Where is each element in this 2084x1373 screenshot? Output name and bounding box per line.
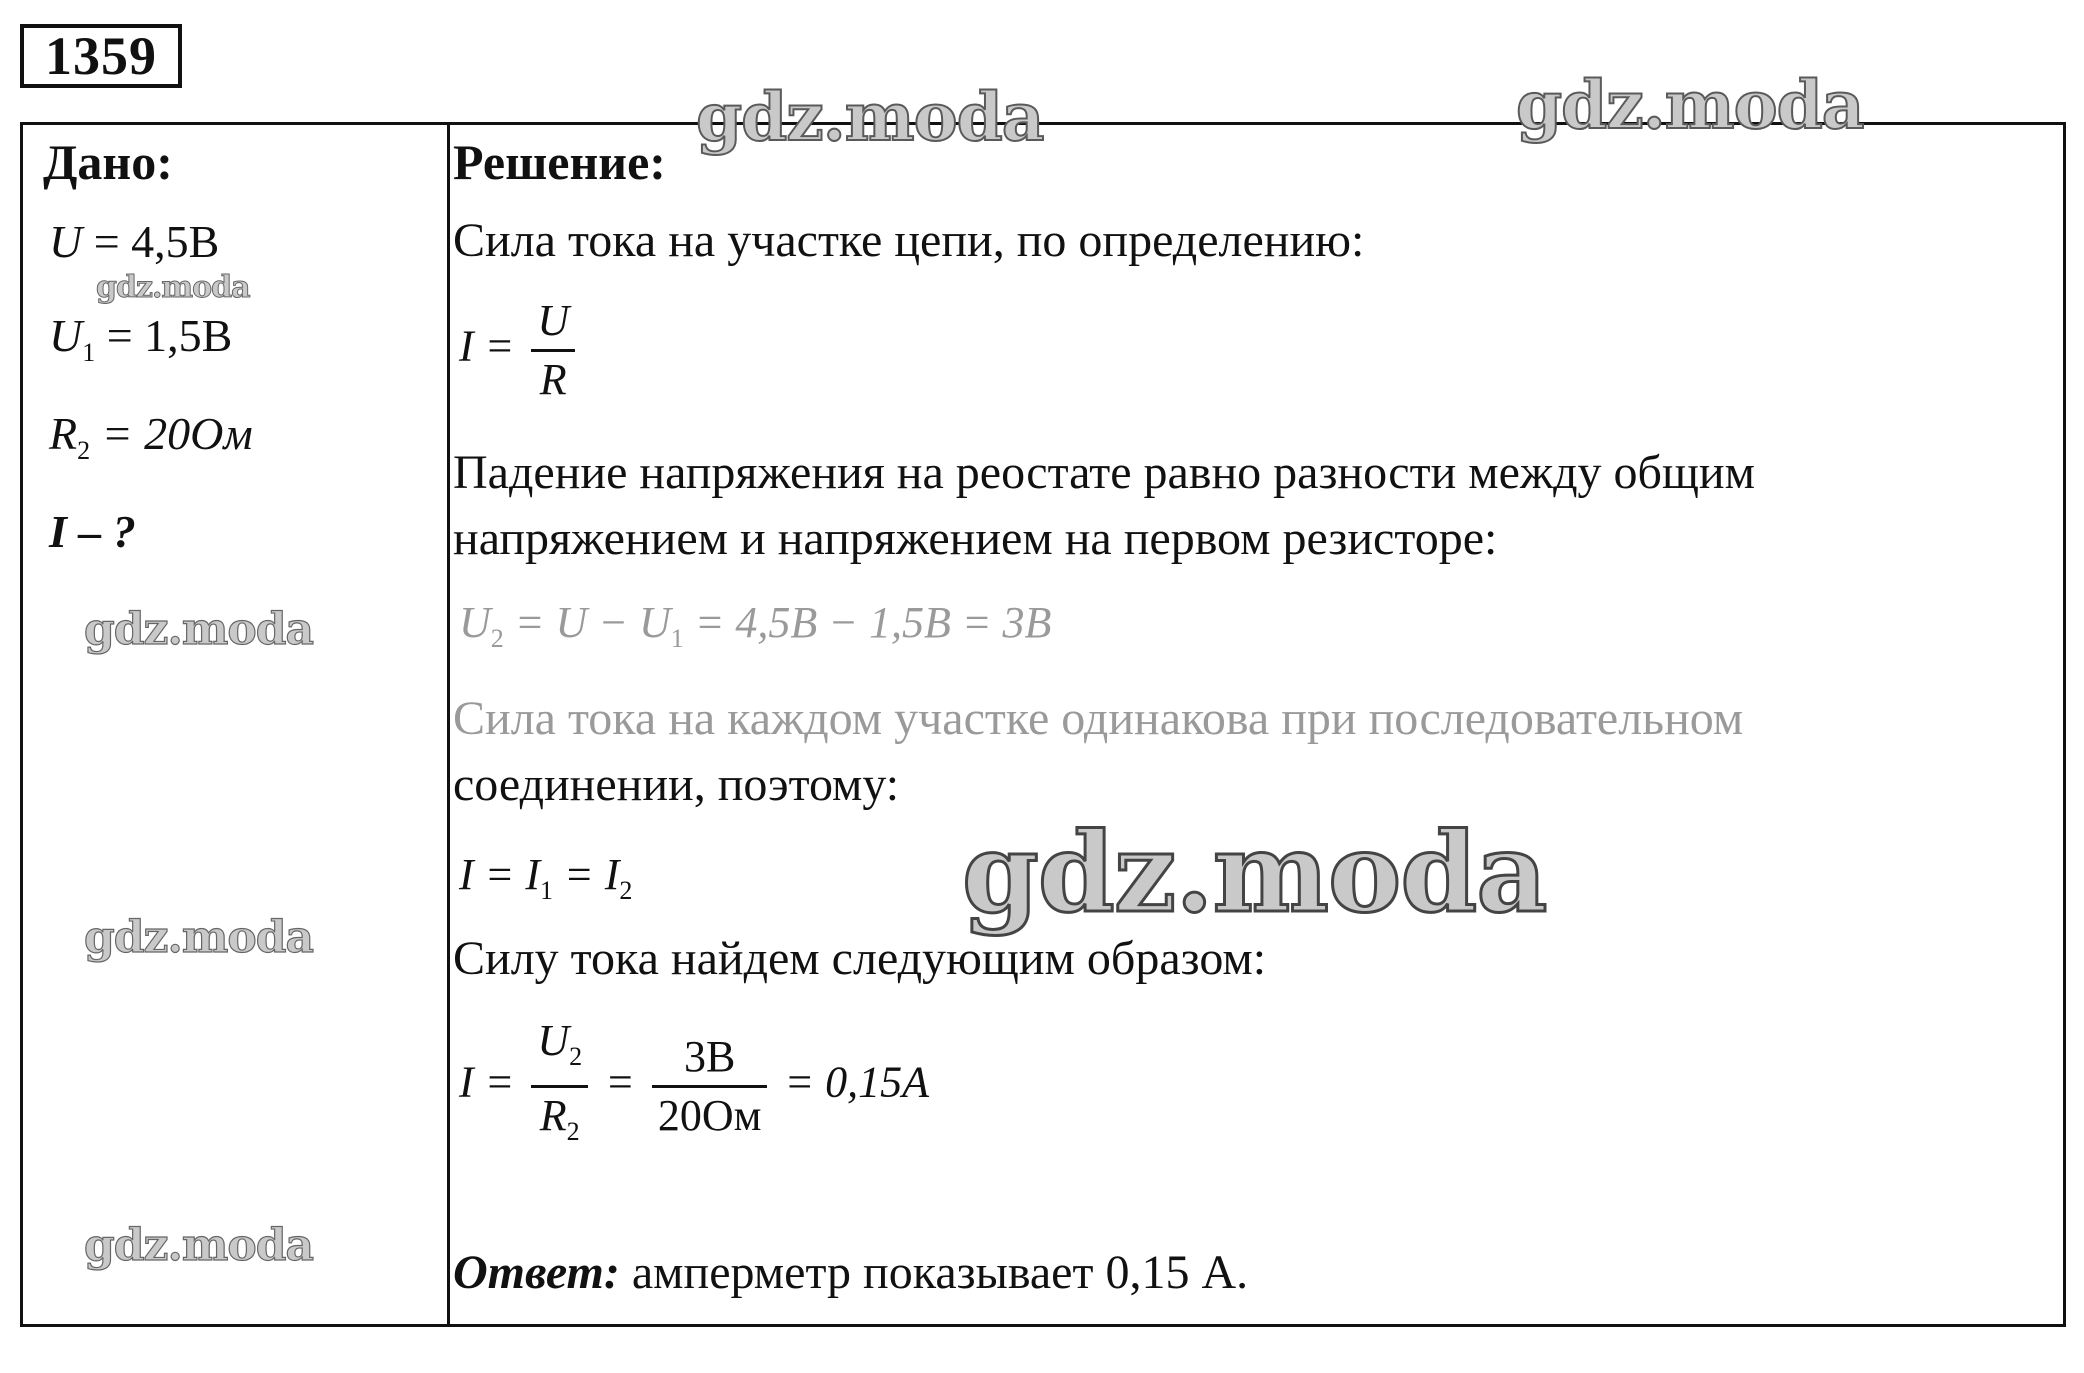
watermark-left-2: gdz.moda	[84, 912, 314, 963]
solution-paragraph-3-line-1: Сила тока на каждом участке одинакова при последовательном	[453, 692, 1744, 745]
watermark-left-3: gdz.moda	[84, 1220, 314, 1271]
given-find: I – ?	[49, 506, 136, 557]
given-voltage-1: $U_1 = 1,5B$	[49, 310, 233, 368]
watermark-small: gdz.moda	[96, 270, 250, 305]
watermark-top-left: gdz.moda	[696, 78, 1044, 156]
solution-table	[20, 122, 2066, 1327]
solution-paragraph-3-line-2: соединении, поэтому:	[453, 758, 900, 811]
formula-voltage-drop: $U_2 = U - U_1 = 4,5B - 1,5B = 3B$	[459, 598, 1052, 653]
solution-header: Решение:	[453, 134, 666, 190]
solution-paragraph-1: Сила тока на участке цепи, по определению:	[453, 214, 1365, 267]
watermark-top-right: gdz.moda	[1516, 66, 1864, 144]
solution-paragraph-4: Силу тока найдем следующим образом:	[453, 932, 1267, 985]
formula-ohms-law: I = $\frac{U}{R}$	[459, 293, 581, 408]
solution-paragraph-2-line-2: напряжением и напряжением на первом резисторе:	[453, 512, 1498, 565]
solution-paragraph-2-line-1: Падение напряжения на реостате равно разности между общим	[453, 446, 1755, 499]
problem-number: 1359	[20, 24, 182, 88]
watermark-center-large: gdz.moda	[962, 808, 1547, 937]
given-header: Дано:	[43, 134, 173, 190]
formula-current-result: I = $\frac{U_2}{R_2}$ = $\frac{3B}{20Ом}$ = 0,15A	[459, 1013, 929, 1160]
column-divider	[447, 125, 450, 1324]
given-voltage: U = 4,5B	[49, 216, 220, 267]
watermark-left-1: gdz.moda	[84, 604, 314, 655]
answer-line: Ответ: амперметр показывает 0,15 А.	[453, 1246, 1249, 1299]
given-resistance-2: $R_2 = 20Ом$	[49, 408, 253, 466]
formula-series-current: $I = I_1 = I_2$	[459, 850, 633, 905]
